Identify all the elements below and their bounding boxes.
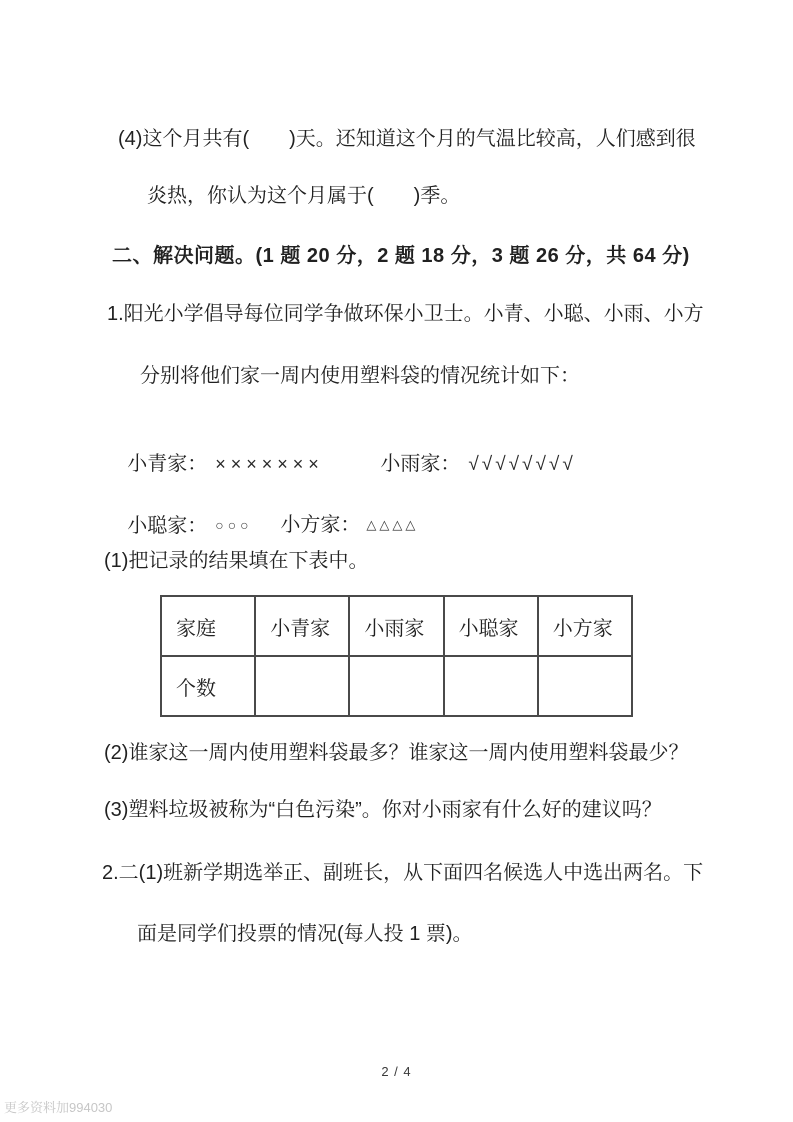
- table-cell-xiaoqing-header: 小青家: [255, 596, 349, 656]
- watermark-text: 更多资料加994030: [4, 1100, 113, 1115]
- table-cell-count-xiaocong: [444, 656, 538, 716]
- family-xiaocong-label: 小聪家：: [127, 515, 208, 537]
- family-xiaoyu-label: 小雨家：: [380, 453, 461, 475]
- table-cell-count-xiaoqing: [255, 656, 349, 716]
- table-cell-count-label: 个数: [161, 656, 255, 716]
- question-1-sub-1: (1)把记录的结果填在下表中。: [104, 550, 369, 572]
- plastic-bag-stats-table: [160, 595, 633, 717]
- question-4-line-2: 炎热，你认为这个月属于( )季。: [147, 185, 461, 207]
- table-header-row: [161, 596, 632, 656]
- section-2-heading: 二、解决问题。(1 题 20 分，2 题 18 分，3 题 26 分，共 64 分): [112, 245, 690, 267]
- question-1-line-2: 分别将他们家一周内使用塑料袋的情况统计如下：: [140, 365, 580, 387]
- tally-row-xiaocong-xiaofang: [105, 486, 419, 591]
- xiaoyu-check-marks: √√√√√√√√: [468, 454, 576, 475]
- table-cell-xiaocong-header: 小聪家: [444, 596, 538, 656]
- table-count-row: [161, 656, 632, 716]
- question-4-line-1: (4)这个月共有( )天。还知道这个月的气温比较高，人们感到很: [118, 128, 696, 150]
- family-xiaoqing-label: 小青家：: [127, 453, 208, 475]
- question-1-sub-2: (2)谁家这一周内使用塑料袋最多？谁家这一周内使用塑料袋最少？: [104, 742, 689, 764]
- table-cell-xiaofang-header: 小方家: [538, 596, 632, 656]
- page-number: 2 / 4: [381, 1064, 412, 1079]
- xiaofang-triangle-marks: △△△△: [366, 517, 419, 532]
- question-2-line-1: 2.二(1)班新学期选举正、副班长，从下面四名候选人中选出两名。下: [102, 862, 704, 884]
- xiaocong-circle-marks: ○○○: [215, 517, 253, 533]
- table-cell-count-xiaofang: [538, 656, 632, 716]
- table-cell-xiaoyu-header: 小雨家: [349, 596, 443, 656]
- table-cell-count-xiaoyu: [349, 656, 443, 716]
- family-xiaofang-label: 小方家：: [280, 514, 361, 536]
- xiaoqing-x-marks: ×××××××: [215, 454, 324, 474]
- question-1-line-1: 1.阳光小学倡导每位同学争做环保小卫士。小青、小聪、小雨、小方: [107, 303, 704, 325]
- table-cell-family-header: 家庭: [161, 596, 255, 656]
- question-2-line-2: 面是同学们投票的情况(每人投 1 票)。: [137, 923, 473, 945]
- question-1-sub-3: (3)塑料垃圾被称为“白色污染”。你对小雨家有什么好的建议吗？: [104, 799, 662, 821]
